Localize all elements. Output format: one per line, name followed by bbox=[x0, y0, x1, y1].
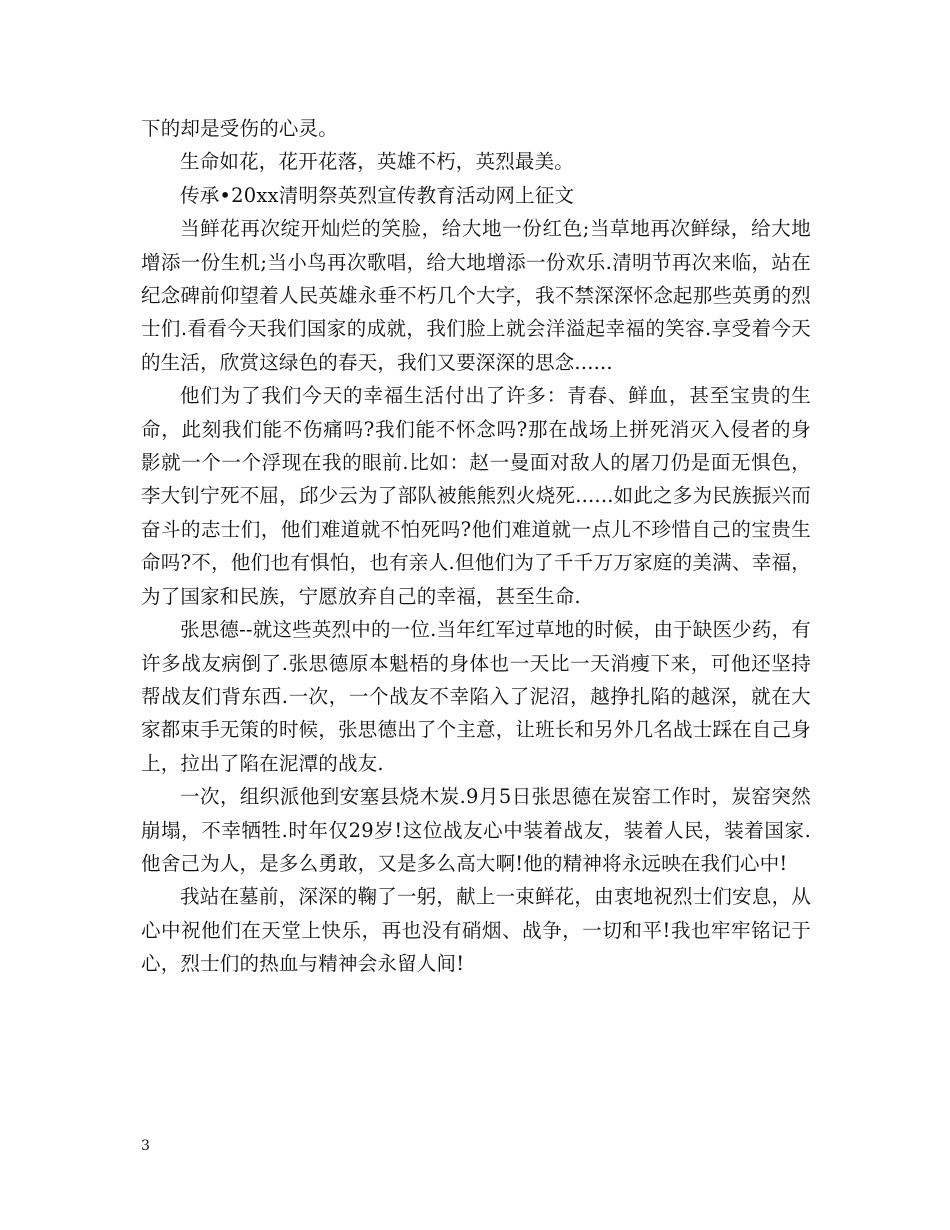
paragraph-continuation: 下的却是受伤的心灵。 bbox=[141, 117, 339, 140]
paragraph: 一次，组织派他到安塞县烧木炭.9月5日张思德在炭窑工作时，炭窑突然崩塌，不幸牺牲.时年仅29岁!这位战友心中装着战友，装着人民，装着国家.他舍己为人，是多么勇敢，又是多么高大啊!他的精神将永远映在我们心中! bbox=[141, 785, 811, 875]
paragraph: 当鲜花再次绽开灿烂的笑脸，给大地一份红色;当草地再次鲜绿，给大地增添一份生机;当小鸟再次歌唱，给大地增添一份欢乐.清明节再次来临，站在纪念碑前仰望着人民英雄永垂不朽几个大字，我不禁深深怀念起那些英勇的烈士们.看看今天我们国家的成就，我们脸上就会洋溢起幸福的笑容.享受着今天的生活，欣赏这绿色的春天，我们又要深深的思念...... bbox=[141, 217, 811, 374]
paragraph: 他们为了我们今天的幸福生活付出了许多：青春、鲜血，甚至宝贵的生命，此刻我们能不伤痛吗?我们能不怀念吗?那在战场上拼死消灭入侵者的身影就一个一个浮现在我的眼前.比如：赵一曼面对敌人的屠刀仍是面无惧色，李大钊宁死不屈，邱少云为了部队被熊熊烈火烧死......如此之多为民族振兴而奋斗的志士们，他们难道就不怕死吗?他们难道就一点儿不珍惜自己的宝贵生命吗?不，他们也有惧怕，也有亲人.但他们为了千千万万家庭的美满、幸福，为了国家和民族，宁愿放弃自己的幸福，甚至生命. bbox=[141, 384, 811, 608]
paragraph: 张思德--就这些英烈中的一位.当年红军过草地的时候，由于缺医少药，有许多战友病倒了.张思德原本魁梧的身体也一天比一天消瘦下来，可他还坚持帮战友们背东西.一次，一个战友不幸陷入了泥沼，越挣扎陷的越深，就在大家都束手无策的时候，张思德出了个主意，让班长和另外几名战士踩在自己身上，拉出了陷在泥潭的战友. bbox=[141, 618, 811, 775]
paragraph: 生命如花，花开花落，英雄不朽，英烈最美。 bbox=[180, 150, 575, 174]
essay-title: 传承•20xx清明祭英烈宣传教育活动网上征文 bbox=[180, 183, 575, 207]
page-number: 3 bbox=[141, 1138, 150, 1154]
paragraph: 我站在墓前，深深的鞠了一躬，献上一束鲜花，由衷地祝烈士们安息，从心中祝他们在天堂上快乐，再也没有硝烟、战争，一切和平!我也牢牢铭记于心，烈士们的热血与精神会永留人间! bbox=[141, 885, 811, 976]
document-body bbox=[141, 112, 811, 981]
